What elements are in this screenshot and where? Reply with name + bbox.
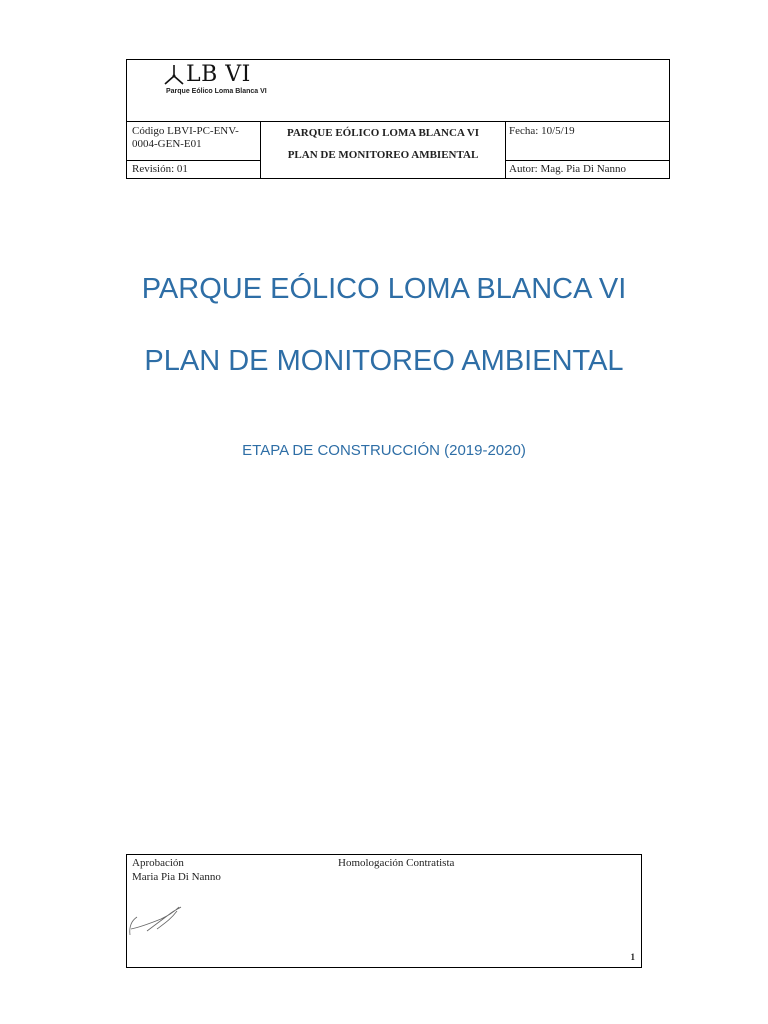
approver-name: Maria Pia Di Nanno <box>132 871 221 883</box>
header-title-line2: PLAN DE MONITOREO AMBIENTAL <box>287 149 479 161</box>
page-subtitle: PLAN DE MONITOREO AMBIENTAL <box>144 345 624 377</box>
document-author: Autor: Mag. Pia Di Nanno <box>509 163 627 175</box>
document-code: Código LBVI-PC-ENV-0004-GEN-E01 <box>127 121 261 161</box>
approval-footer <box>126 854 642 968</box>
header-title-cell <box>261 121 506 179</box>
homologation-label: Homologación Contratista <box>338 857 455 869</box>
stage-label: ETAPA DE CONSTRUCCIÓN (2019-2020) <box>242 442 526 459</box>
logo-text: LB VI <box>186 62 251 87</box>
wind-turbine-icon <box>164 64 184 88</box>
page-title: PARQUE EÓLICO LOMA BLANCA VI <box>141 273 627 305</box>
signature-icon <box>127 899 189 939</box>
document-date: Fecha: 10/5/19 <box>506 121 669 161</box>
page-number: 1 <box>630 952 635 962</box>
logo-row <box>127 60 669 122</box>
document-header-table <box>126 59 670 179</box>
header-title-line1: PARQUE EÓLICO LOMA BLANCA VI <box>286 127 480 139</box>
document-revision: Revisión: 01 <box>127 161 261 178</box>
approval-label: Aprobación <box>132 857 184 869</box>
logo-subtitle: Parque Eólico Loma Blanca VI <box>166 88 267 95</box>
